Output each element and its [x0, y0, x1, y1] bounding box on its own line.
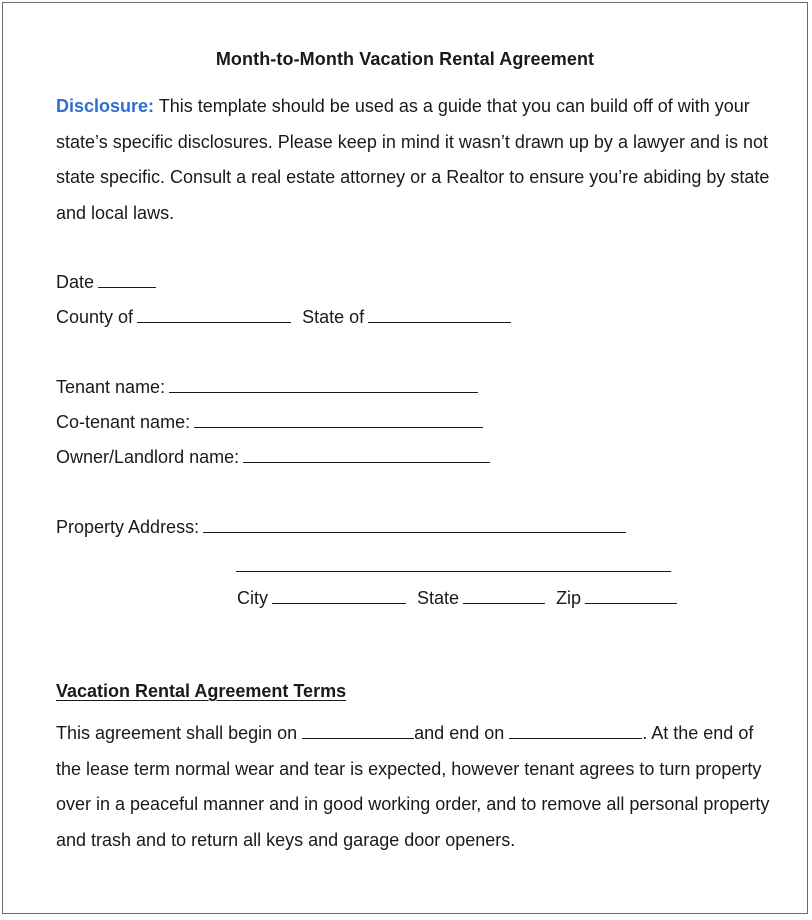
- cotenant-row: [56, 411, 483, 433]
- city-field[interactable]: [272, 587, 406, 604]
- city-state-zip-row: [237, 587, 677, 609]
- tenant-field[interactable]: [169, 376, 478, 393]
- disclosure-paragraph: [56, 89, 772, 231]
- city-label: City: [237, 588, 268, 608]
- terms-heading: Vacation Rental Agreement Terms: [56, 681, 347, 701]
- county-field[interactable]: [137, 306, 291, 323]
- tenant-label: Tenant name:: [56, 377, 166, 397]
- state-label: State: [417, 588, 460, 608]
- document-title: Month-to-Month Vacation Rental Agreement: [215, 49, 595, 69]
- disclosure-label: Disclosure:: [56, 96, 155, 116]
- disclosure-text: This template should be used as a guide that you can build off of with your state’s specific disclosures. Please keep in mind it wasn’t drawn up by a lawyer and is not state specific. Consult a real estate attorney or a Realtor to ensure you’re abiding by state and local laws.: [56, 96, 770, 223]
- property-address-line-2[interactable]: [236, 571, 671, 572]
- property-address-row: [56, 516, 626, 538]
- property-address-label: Property Address:: [56, 517, 200, 537]
- state-of-field[interactable]: [368, 306, 511, 323]
- county-state-row: [56, 306, 511, 328]
- terms-rest-text: . At the end of the lease term normal wear and tear is expected, however tenant agrees to turn property over in a peaceful manner and in good working order, and to remove all personal property and trash and to return all keys and garage door openers.: [56, 723, 770, 850]
- owner-label: Owner/Landlord name:: [56, 447, 240, 467]
- begin-date-field[interactable]: [302, 722, 414, 739]
- terms-end-text: and end on: [414, 723, 510, 743]
- document-page: [2, 2, 808, 914]
- date-label: Date: [56, 272, 95, 292]
- owner-field[interactable]: [243, 446, 490, 463]
- zip-field[interactable]: [585, 587, 677, 604]
- owner-row: [56, 446, 490, 468]
- date-row: [56, 271, 156, 293]
- property-address-field[interactable]: [203, 516, 626, 533]
- cotenant-label: Co-tenant name:: [56, 412, 191, 432]
- state-of-label: State of: [302, 307, 365, 327]
- terms-begin-text: This agreement shall begin on: [56, 723, 303, 743]
- county-label: County of: [56, 307, 134, 327]
- terms-paragraph: [56, 716, 772, 858]
- date-field[interactable]: [98, 271, 156, 288]
- zip-label: Zip: [556, 588, 582, 608]
- end-date-field[interactable]: [509, 722, 642, 739]
- tenant-row: [56, 376, 478, 398]
- state-field[interactable]: [463, 587, 545, 604]
- cotenant-field[interactable]: [194, 411, 483, 428]
